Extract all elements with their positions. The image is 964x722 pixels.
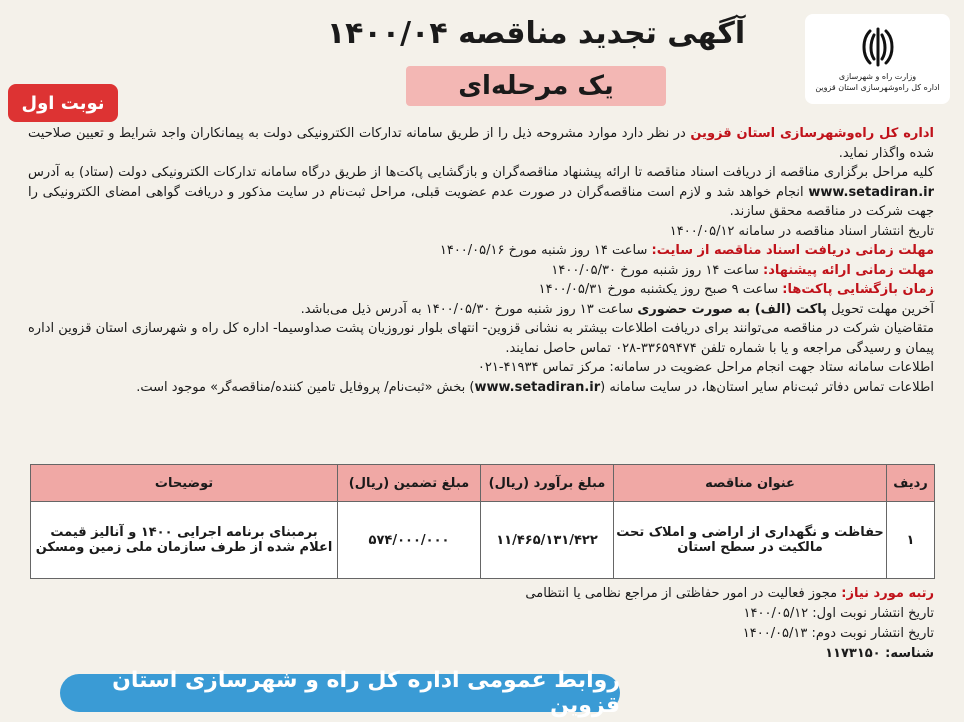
grade-value: مجوز فعالیت در امور حفاظتی از مراجع نظامی یا انتظامی [525, 586, 842, 601]
col-header-notes: توضیحات [31, 465, 338, 502]
first-publication-date: تاریخ انتشار نوبت اول: ۱۴۰۰/۰۵/۱۲ [743, 606, 934, 621]
doc-deadline-value: ساعت ۱۴ روز شنبه مورخ ۱۴۰۰/۰۵/۱۶ [439, 243, 652, 258]
cell-deposit: ۵۷۴/۰۰۰/۰۰۰ [338, 502, 481, 579]
table-header-row [31, 465, 935, 502]
offer-deadline [28, 261, 934, 281]
process-paragraph [28, 163, 934, 222]
round-badge: نوبت اول [8, 84, 118, 122]
col-header-title: عنوان مناقصه [614, 465, 887, 502]
publish-date: تاریخ انتشار اسناد مناقصه در سامانه ۱۴۰۰/۰۵/۱۲ [669, 223, 934, 239]
delivery-deadline [28, 300, 934, 320]
process-text-a: کلیه مراحل برگزاری مناقصه از دریافت اسناد مناقصه تا ارائه پیشنهاد مناقصه‌گران و بازگشایی پاکت‌ها از طریق درگاه سامانه تدارکات الکترونیکی دولت (ستاد) به آدرس [28, 165, 934, 180]
opening-label: زمان بازگشایی پاکت‌ها: [782, 282, 934, 297]
ministry-logo [805, 14, 950, 104]
delivery-text-b: ساعت ۱۳ روز شنبه مورخ ۱۴۰۰/۰۵/۳۰ به آدرس ذیل می‌باشد. [300, 301, 638, 317]
offer-deadline-label: مهلت زمانی ارائه پیشنهاد: [763, 262, 934, 278]
address-paragraph: متقاضیان شرکت در مناقصه می‌توانند برای دریافت اطلاعات بیشتر به نشانی قزوین- انتهای بلوار نوروزیان پشت صداوسیما- اداره کل راه و شهرسازی استان قزوین اداره پیمان و رسیدگی مراجعه و یا با شماره تلفن ۳۳۶۵۹۴۷۴-۰۲۸ تماس حاصل نمایند. [28, 321, 934, 356]
ministry-name [815, 71, 939, 93]
intro-paragraph [28, 124, 934, 163]
contact-provinces [28, 378, 934, 398]
notice-title: آگهی تجدید مناقصه ۱۴۰۰/۰۴ [326, 15, 746, 51]
doc-deadline [28, 241, 934, 261]
second-publication-date: تاریخ انتشار نوبت دوم: ۱۴۰۰/۰۵/۱۳ [742, 626, 934, 641]
grade-label: رتبه مورد نیاز: [841, 586, 934, 601]
col-header-deposit: مبلغ تضمین (ریال) [338, 465, 481, 502]
publication-info [28, 584, 934, 664]
notice-subtitle: یک مرحله‌ای [406, 66, 666, 106]
website-link[interactable]: www.setadiran.ir [808, 184, 934, 200]
ministry-line-1: وزارت راه و شهرسازی [838, 72, 917, 81]
notice-body [28, 124, 934, 397]
required-grade [28, 584, 934, 604]
delivery-text-a: آخرین مهلت تحویل [827, 301, 934, 317]
tender-table [30, 464, 935, 579]
opening-time [28, 280, 934, 300]
contact2-website-link[interactable]: www.setadiran.ir [474, 379, 601, 395]
col-header-row-no: ردیف [887, 465, 935, 502]
notice-header [8, 6, 956, 116]
ministry-line-2: اداره کل راه‌وشهرسازی استان قزوین [815, 83, 940, 92]
table-row [31, 502, 935, 579]
contact-setad: اطلاعات سامانه ستاد جهت انجام مراحل عضویت در سامانه: مرکز تماس ۴۱۹۳۴-۰۲۱ [477, 360, 934, 375]
cell-row-no: ۱ [887, 502, 935, 579]
offer-deadline-value: ساعت ۱۴ روز شنبه مورخ ۱۴۰۰/۰۵/۳۰ [551, 262, 764, 278]
public-relations-banner: روابط عمومی اداره کل راه و شهرسازی استان قزوین [60, 674, 620, 712]
col-header-estimate: مبلغ برآورد (ریال) [481, 465, 614, 502]
doc-deadline-label: مهلت زمانی دریافت اسناد مناقصه از سایت: [651, 243, 934, 258]
iran-emblem-icon [856, 25, 900, 69]
cell-estimate: ۱۱/۴۶۵/۱۳۱/۴۲۲ [481, 502, 614, 579]
contact2-text-b: ) بخش «ثبت‌نام/ پروفایل تامین کننده/مناقصه‌گر» موجود است. [136, 379, 475, 395]
opening-value: ساعت ۹ صبح روز یکشنبه مورخ ۱۴۰۰/۰۵/۳۱ [538, 282, 783, 297]
delivery-bold: پاکت (الف) به صورت حضوری [637, 301, 828, 317]
notice-id: شناسه: ۱۱۷۳۱۵۰ [825, 646, 934, 661]
org-name: اداره کل راه‌وشهرسازی استان قزوین [690, 126, 934, 141]
contact2-text-a: اطلاعات تماس دفاتر ثبت‌نام سایر استان‌ها، در سایت سامانه ( [600, 379, 934, 395]
cell-notes: برمبنای برنامه اجرایی ۱۴۰۰ و آنالیز قیمت اعلام شده از طرف سازمان ملی زمین ومسکن [31, 502, 338, 579]
cell-title: حفاظت و نگهداری از اراضی و املاک تحت مالکیت در سطح استان [614, 502, 887, 579]
process-text-b: انجام خواهد شد و لازم است مناقصه‌گران در صورت عدم عضویت قبلی، مراحل ثبت‌نام در سایت مذکور و دریافت گواهی امضای الکترونیکی را جهت شرکت در مناقصه محقق سازند. [28, 184, 934, 219]
intro-text: در نظر دارد موارد مشروحه ذیل را از طریق سامانه تدارکات الکترونیکی دولت به پیمانکاران واجد شرایط و تعیین صلاحیت شده واگذار نماید. [28, 126, 934, 161]
